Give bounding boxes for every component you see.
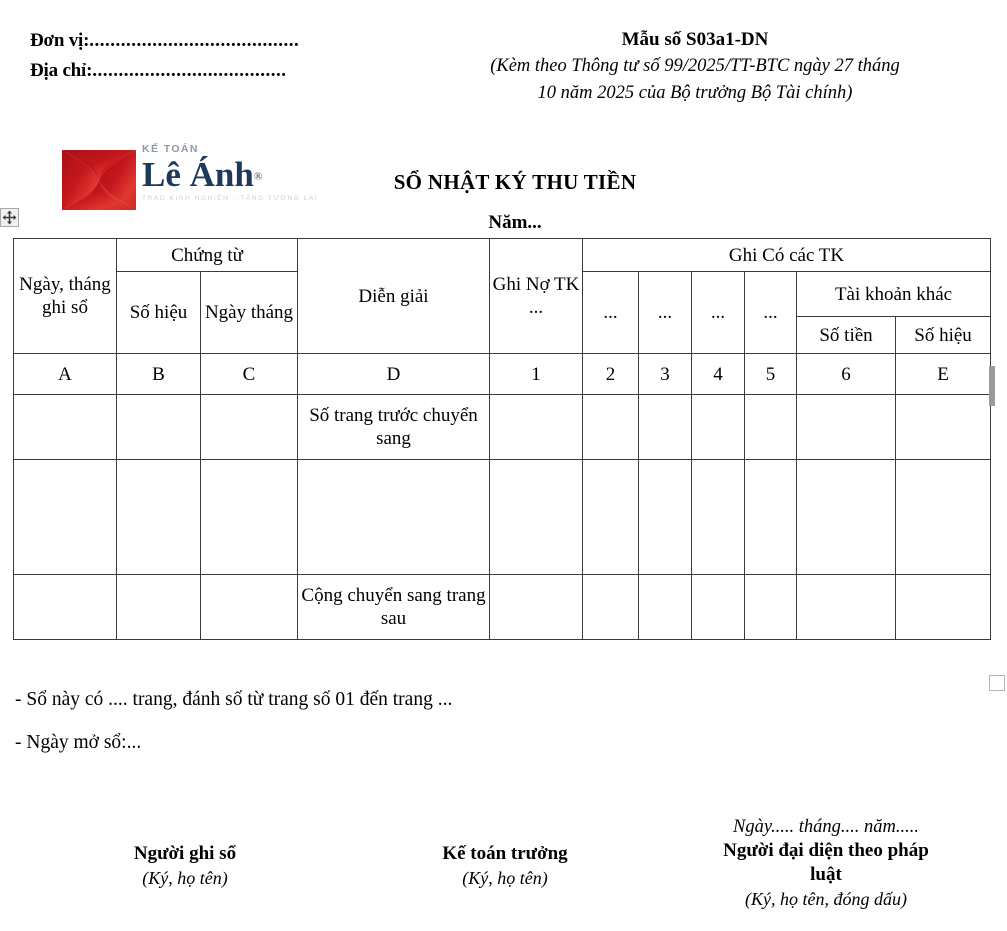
logo-name-row: [142, 156, 292, 194]
cell-other-number[interactable]: [896, 460, 991, 575]
cell-credit-4[interactable]: [745, 575, 797, 640]
letter-cell: 3: [639, 354, 692, 395]
cell-debit[interactable]: [490, 395, 583, 460]
form-reference-block: [395, 28, 995, 106]
signature-date-line: Ngày..... tháng.... năm.....: [732, 817, 920, 837]
cell-description[interactable]: Cộng chuyển sang trang sau: [298, 575, 490, 640]
letter-cell: 6: [797, 354, 896, 395]
logo-bowtie-icon: [60, 148, 138, 212]
cell-other-amount[interactable]: [797, 460, 896, 575]
cell-credit-1[interactable]: [583, 575, 639, 640]
form-code: Mẫu số S03a1-DN: [621, 29, 769, 50]
letter-cell: B: [117, 354, 201, 395]
col-header-other-number: Số hiệu: [896, 317, 991, 354]
signature-recorder-sub: (Ký, họ tên): [142, 868, 228, 888]
table-letter-row: [14, 354, 991, 395]
logo-eyebrow: KẾ TOÁN: [142, 143, 199, 155]
cell-credit-2[interactable]: [639, 460, 692, 575]
col-header-credit-1: ...: [583, 272, 639, 354]
cell-voucher-date[interactable]: [201, 575, 298, 640]
cell-other-number[interactable]: [896, 575, 991, 640]
table-header-row-1: [14, 239, 991, 272]
cell-description[interactable]: Số trang trước chuyển sang: [298, 395, 490, 460]
cell-date[interactable]: [14, 395, 117, 460]
letter-cell: D: [298, 354, 490, 395]
signature-legal-rep-sub: (Ký, họ tên, đóng dấu): [745, 889, 907, 909]
signature-chief-accountant: [375, 842, 635, 890]
cell-date[interactable]: [14, 460, 117, 575]
cell-credit-4[interactable]: [745, 460, 797, 575]
page-title: SỔ NHẬT KÝ THU TIỀN: [393, 170, 637, 194]
address-dots: .....................................: [92, 60, 287, 81]
cell-credit-3[interactable]: [692, 395, 745, 460]
col-header-voucher-date: Ngày tháng: [201, 272, 298, 354]
cell-credit-1[interactable]: [583, 460, 639, 575]
col-header-date: Ngày, tháng ghi sổ: [14, 239, 117, 354]
table-move-handle[interactable]: [0, 208, 19, 227]
cell-debit[interactable]: [490, 575, 583, 640]
signature-legal-rep-title-line-1: Người đại diện theo pháp: [723, 840, 929, 861]
letter-cell: 4: [692, 354, 745, 395]
logo-name: Lê Ánh: [142, 155, 254, 194]
cell-date[interactable]: [14, 575, 117, 640]
signature-recorder-title: Người ghi sổ: [133, 843, 237, 864]
cell-credit-1[interactable]: [583, 395, 639, 460]
column-resize-bar[interactable]: [989, 366, 995, 406]
letter-cell: A: [14, 354, 117, 395]
cell-description[interactable]: [298, 460, 490, 575]
letter-cell: 1: [490, 354, 583, 395]
cell-voucher-date[interactable]: [201, 395, 298, 460]
letter-cell: 5: [745, 354, 797, 395]
unit-dots: ........................................: [89, 30, 300, 51]
signature-recorder: [55, 842, 315, 890]
unit-label: Đơn vị:: [30, 30, 90, 51]
signature-chief-accountant-sub: (Ký, họ tên): [462, 868, 548, 888]
move-cross-icon: [1, 209, 18, 226]
cell-credit-2[interactable]: [639, 575, 692, 640]
note-page-count: - Sổ này có .... trang, đánh số từ trang số 01 đến trang ...: [15, 689, 453, 710]
note-open-date: - Ngày mở sổ:...: [15, 732, 142, 753]
ledger-table-wrapper: [13, 238, 990, 640]
letter-cell: E: [896, 354, 991, 395]
col-header-other-group: Tài khoản khác: [797, 272, 991, 317]
cell-voucher-date[interactable]: [201, 460, 298, 575]
col-header-credit-group: Ghi Có các TK: [583, 239, 991, 272]
cell-credit-3[interactable]: [692, 575, 745, 640]
registered-mark-icon: ®: [253, 170, 263, 183]
col-header-debit: Ghi Nợ TK ...: [490, 239, 583, 354]
col-header-voucher-group: Chứng từ: [117, 239, 298, 272]
page-subtitle-year: Năm...: [488, 212, 542, 233]
signature-legal-rep-title-line-2: luật: [810, 864, 842, 885]
cell-credit-2[interactable]: [639, 395, 692, 460]
table-row[interactable]: [14, 575, 991, 640]
cell-other-number[interactable]: [896, 395, 991, 460]
cell-debit[interactable]: [490, 460, 583, 575]
col-header-credit-4: ...: [745, 272, 797, 354]
form-reference-line-1: (Kèm theo Thông tư số 99/2025/TT-BTC ngày 27 tháng: [490, 56, 900, 76]
cell-voucher-number[interactable]: [117, 460, 201, 575]
letter-cell: C: [201, 354, 298, 395]
col-header-voucher-number: Số hiệu: [117, 272, 201, 354]
ledger-table: [13, 238, 991, 640]
col-header-credit-3: ...: [692, 272, 745, 354]
col-header-other-amount: Số tiền: [797, 317, 896, 354]
col-header-description: Diễn giải: [298, 239, 490, 354]
signature-chief-accountant-title: Kế toán trưởng: [442, 843, 568, 864]
company-logo: [60, 143, 319, 221]
form-reference-line-2: 10 năm 2025 của Bộ trưởng Bộ Tài chính): [537, 83, 853, 103]
cell-credit-3[interactable]: [692, 460, 745, 575]
letter-cell: 2: [583, 354, 639, 395]
table-resize-grip[interactable]: [989, 675, 1005, 691]
logo-wordmark: [142, 143, 319, 204]
address-line: [30, 56, 380, 86]
logo-tagline: TRAO KINH NGHIỆM - TẶNG TƯƠNG LAI: [142, 195, 319, 202]
cell-credit-4[interactable]: [745, 395, 797, 460]
cell-voucher-number[interactable]: [117, 395, 201, 460]
table-row[interactable]: [14, 460, 991, 575]
cell-voucher-number[interactable]: [117, 575, 201, 640]
signature-legal-representative: [676, 815, 976, 911]
cell-other-amount[interactable]: [797, 575, 896, 640]
entity-info-block: [30, 26, 380, 86]
col-header-credit-2: ...: [639, 272, 692, 354]
cell-other-amount[interactable]: [797, 395, 896, 460]
address-label: Địa chỉ:: [30, 60, 93, 81]
unit-line: [30, 26, 380, 56]
table-row[interactable]: [14, 395, 991, 460]
